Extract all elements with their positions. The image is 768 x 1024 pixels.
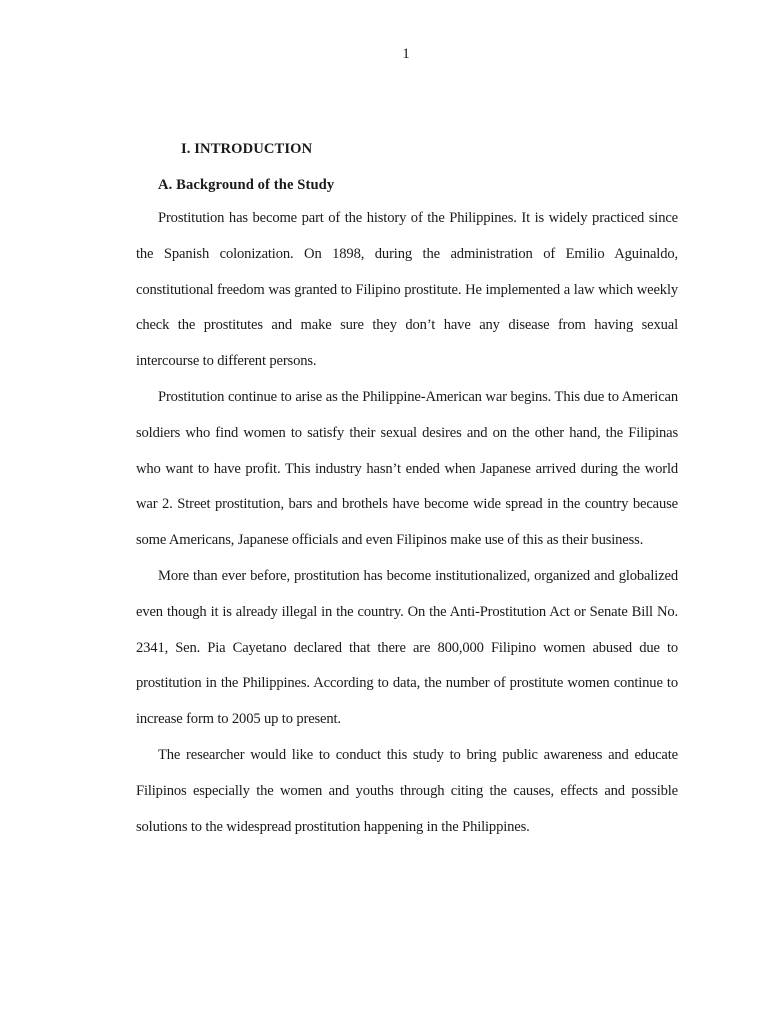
paragraph-4: The researcher would like to conduct this study to bring public awareness and educate Filipinos especially the women and youths through citing the causes, effects and possible solutions to the widespread prostitution happening in the Philippines. (136, 746, 678, 835)
paragraph-2: Prostitution continue to arise as the Philippine-American war begins. This due to American soldiers who find women to satisfy their sexual desires and on the other hand, the Filipinas who want to have profit. This industry hasn’t ended when Japanese arrived during the world war 2. Street prostitution, bars and brothels have become wide spread in the country because some Americans, Japanese officials and even Filipinos make use of this as their business. (136, 388, 678, 549)
page-number: 1 (402, 46, 410, 62)
paragraph-1: Prostitution has become part of the history of the Philippines. It is widely practiced since the Spanish colonization. On 1898, during the administration of Emilio Aguinaldo, constitutional freedom was granted to Filipino prostitute. He implemented a law which weekly check the prostitutes and make sure they don’t have any disease from having sexual intercourse to different persons. (136, 210, 678, 370)
paragraph-3: More than ever before, prostitution has become institutionalized, organized and globalized even though it is already illegal in the country. On the Anti-Prostitution Act or Senate Bill No. 2341, Sen. Pia Cayetano declared that there are 800,000 Filipino women abused due to prostitution in the Philippines. According to data, the number of prostitute women continue to increase form to 2005 up to present. (136, 567, 678, 728)
body-text (136, 201, 678, 845)
section-heading: I. INTRODUCTION (181, 141, 313, 157)
subsection-heading: A. Background of the Study (158, 177, 335, 193)
